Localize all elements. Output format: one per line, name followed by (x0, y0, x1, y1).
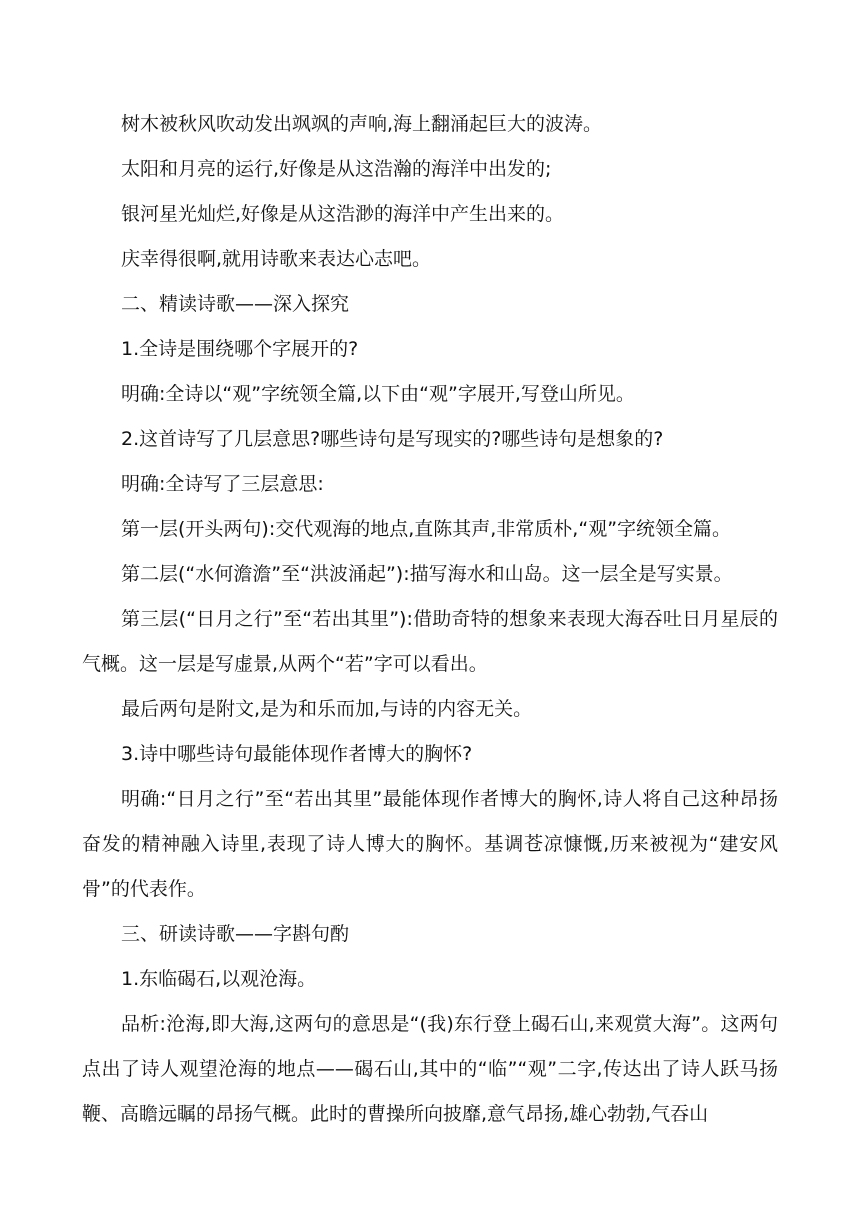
analysis: 品析:沧海,即大海,这两句的意思是“(我)东行登上碣石山,来观赏大海”。这两句点出了诗人观望沧海的地点——碣石山,其中的“临”“观”二字,传达出了诗人跃马扬鞭、高瞻远瞩的昂扬气概。此时的曹操所向披靡,意气昂扬,雄心勃勃,气吞山 (82, 1013, 778, 1125)
answer: 明确:全诗以“观”字统领全篇,以下由“观”字展开,写登山所见。 (121, 383, 635, 405)
answer: 明确:“日月之行”至“若出其里”最能体现作者博大的胸怀,诗人将自己这种昂扬奋发的精神融入诗里,表现了诗人博大的胸怀。基调苍凉慷慨,历来被视为“建安风骨”的代表作。 (82, 788, 778, 900)
section-heading: 三、研读诗歌——字斟句酌 (121, 923, 350, 945)
paragraph: 太阳和月亮的运行,好像是从这浩瀚的海洋中出发的; (121, 158, 552, 180)
paragraph: 庆幸得很啊,就用诗歌来表达心志吧。 (121, 248, 432, 270)
poem-line: 1.东临碣石,以观沧海。 (121, 968, 317, 990)
answer-point: 第三层(“日月之行”至“若出其里”):借助奇特的想象来表现大海吞吐日月星辰的气概。这一层是写虚景,从两个“若”字可以看出。 (82, 608, 778, 675)
paragraph: 银河星光灿烂,好像是从这浩渺的海洋中产生出来的。 (121, 203, 565, 225)
section-heading: 二、精读诗歌——深入探究 (121, 293, 350, 315)
question: 2.这首诗写了几层意思?哪些诗句是写现实的?哪些诗句是想象的? (121, 428, 664, 450)
question: 1.全诗是围绕哪个字展开的? (121, 338, 359, 360)
paragraph: 树木被秋风吹动发出飒飒的声响,海上翻涌起巨大的波涛。 (121, 113, 603, 135)
answer-point: 第二层(“水何澹澹”至“洪波涌起”):描写海水和山岛。这一层全是写实景。 (121, 563, 733, 585)
answer: 明确:全诗写了三层意思: (121, 473, 324, 495)
document-page (82, 102, 778, 1137)
question: 3.诗中哪些诗句最能体现作者博大的胸怀? (121, 743, 473, 765)
answer-point: 第一层(开头两句):交代观海的地点,直陈其声,非常质朴,“观”字统领全篇。 (121, 518, 732, 540)
answer-point: 最后两句是附文,是为和乐而加,与诗的内容无关。 (121, 698, 533, 720)
